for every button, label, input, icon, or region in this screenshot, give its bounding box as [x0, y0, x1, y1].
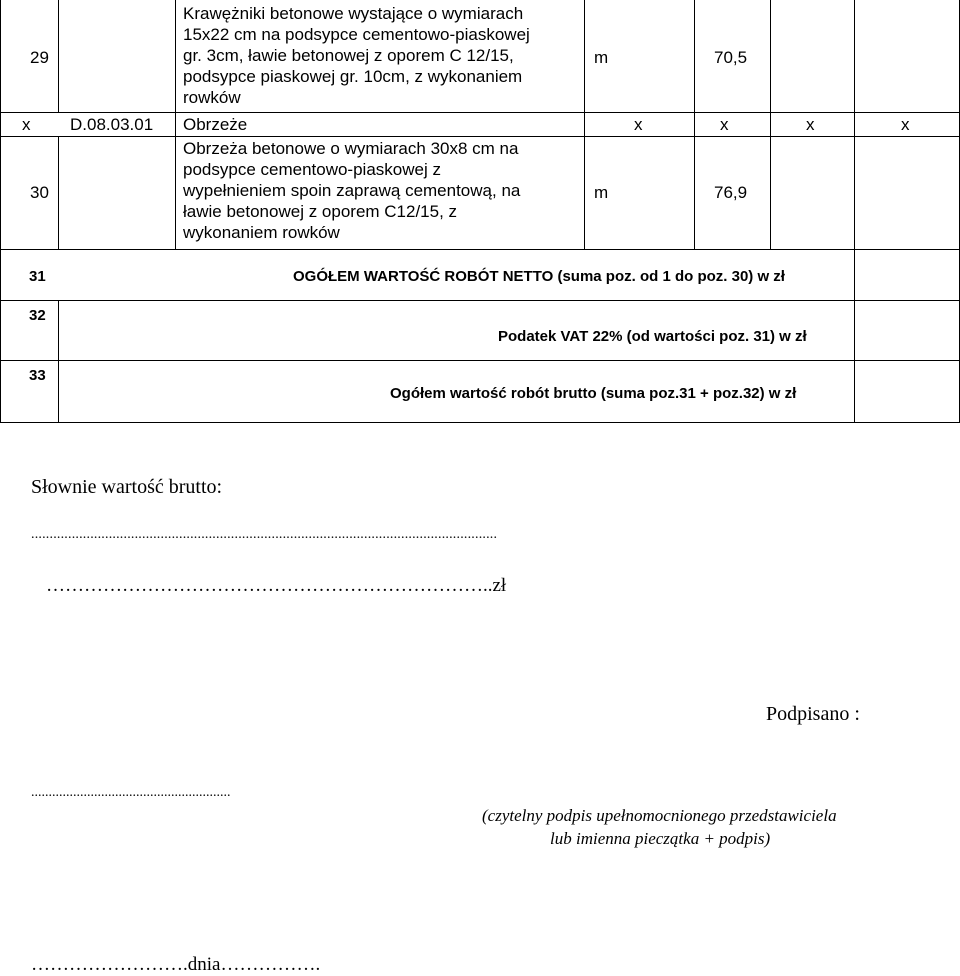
summary-label: OGÓŁEM WARTOŚĆ ROBÓT NETTO (suma poz. od 1 do poz. 30) w zł: [293, 268, 785, 285]
row-description: Krawężniki betonowe wystające o wymiarach 15x22 cm na podsypce cementowo-piaskowej gr. 3cm, ławie betonowej z oporem C 12/15, podsypce piaskowej gr. 10cm, z wykonaniem rowków: [183, 4, 530, 107]
signature-dots: .........................................................: [31, 785, 231, 800]
col-divider: [58, 300, 59, 422]
row-divider: [0, 360, 960, 361]
signature-note: lub imienna pieczątka + podpis): [550, 829, 771, 848]
row-number: 30: [30, 183, 49, 202]
row-divider: [0, 112, 960, 113]
signature-note: (czytelny podpis upełnomocnionego przedstawiciela: [482, 806, 837, 825]
row-divider: [0, 249, 960, 250]
row-code: D.08.03.01: [70, 115, 154, 134]
signed-label: Podpisano :: [766, 703, 860, 725]
row-quantity: 76,9: [714, 183, 748, 202]
words-label: Słownie wartość brutto:: [31, 476, 223, 498]
summary-number: 32: [29, 307, 46, 324]
row-price: x: [806, 115, 815, 134]
col-divider: [694, 0, 695, 249]
row-description: Obrzeże: [183, 115, 248, 134]
row-number: x: [22, 115, 31, 134]
row-description: Obrzeża betonowe o wymiarach 30x8 cm na podsypce cementowo-piaskowej z wypełnieniem spoin zaprawą cementową, na ławie betonowej z oporem C12/15, z wykonaniem rowków: [183, 139, 521, 242]
col-divider: [58, 0, 59, 112]
row-unit: x: [634, 115, 643, 134]
summary-label: Ogółem wartość robót brutto (suma poz.31 + poz.32) w zł: [390, 385, 797, 402]
row-quantity: x: [720, 115, 729, 134]
date-line: …………………….dnia…………….: [31, 954, 321, 975]
summary-number: 33: [29, 367, 46, 384]
row-number: 29: [30, 48, 49, 67]
col-divider: [770, 0, 771, 249]
row-divider: [0, 422, 960, 423]
row-divider: [0, 300, 960, 301]
row-value: x: [901, 115, 910, 134]
col-divider: [854, 0, 855, 422]
amount-zl-line: ……………………………………………………………..zł: [46, 575, 507, 596]
words-dots-line: ..............................................................................................................................: [31, 527, 498, 542]
row-quantity: 70,5: [714, 48, 748, 67]
col-divider: [175, 0, 176, 249]
row-unit: m: [594, 183, 609, 202]
col-divider: [58, 136, 59, 249]
summary-label: Podatek VAT 22% (od wartości poz. 31) w zł: [498, 328, 807, 345]
row-divider: [0, 136, 960, 137]
summary-number: 31: [29, 268, 46, 285]
col-divider: [0, 0, 1, 422]
row-unit: m: [594, 48, 609, 67]
col-divider: [584, 0, 585, 249]
